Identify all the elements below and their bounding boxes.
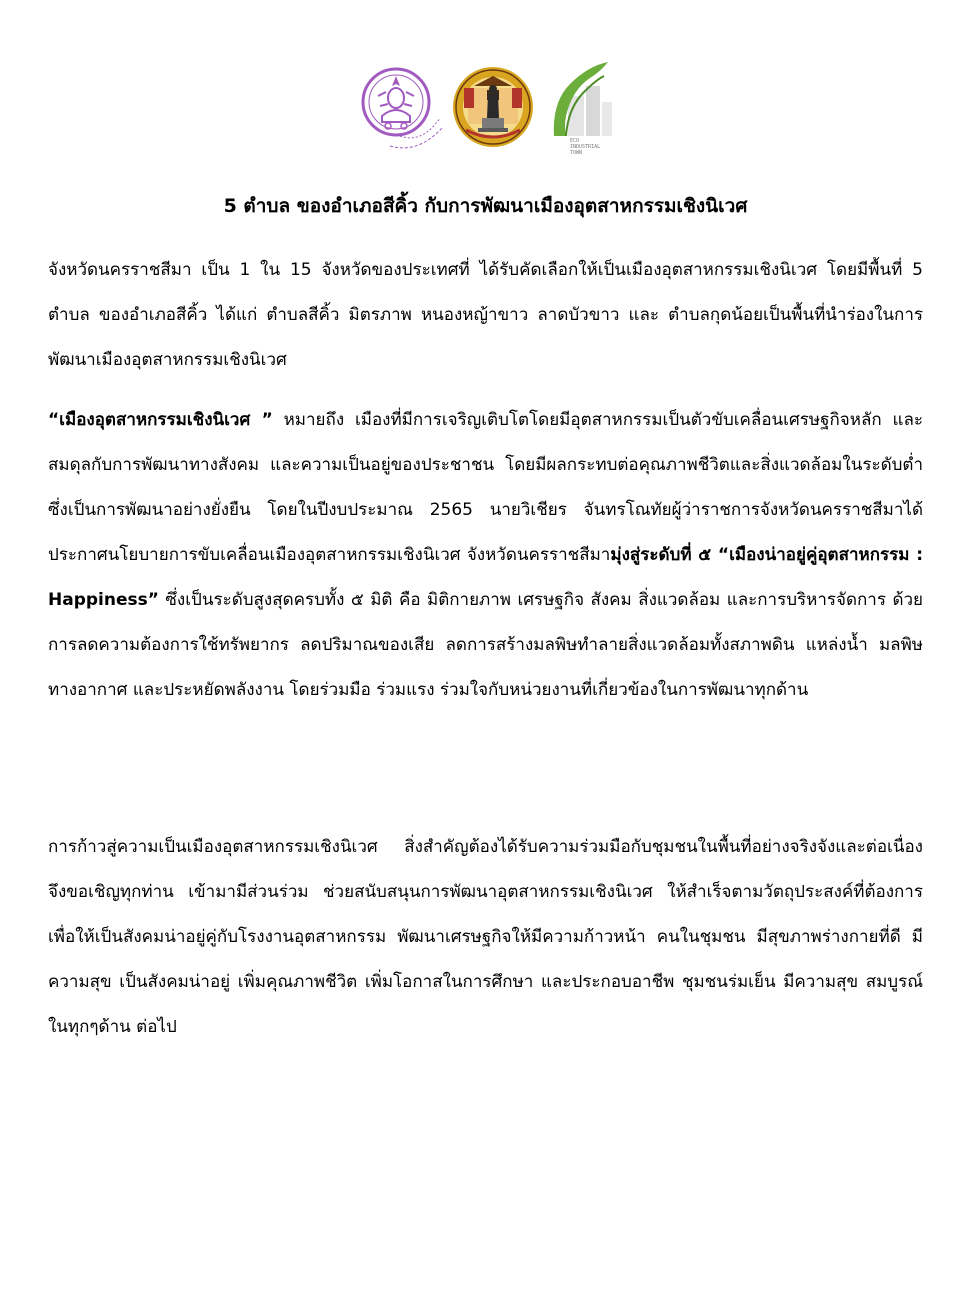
paragraph-intro: จังหวัดนครราชสีมา เป็น 1 ใน 15 จังหวัดของประเทศที่ ได้รับคัดเลือกให้เป็นเมืองอุตสาหกรรมเชิงนิเวศ โดยมีพื้นที่ 5 ตำบล ของอำเภอสีคิ้ว ได้แก่ ตำบลสีคิ้ว มิตรภาพ หนองหญ้าขาว ลาดบัวขาว และ ตำบลกุดน้อยเป็นพื้นที่นำร่องในการพัฒนาเมืองอุตสาหกรรมเชิงนิเวศ — [48, 260, 923, 370]
nakhon-ratchasima-seal — [452, 64, 534, 150]
eco-industrial-town-logo — [548, 58, 620, 154]
level-highlight: มุ่งสู่ระดับที่ ๕ “เมืองน่าอยู่คู่อุตสาหกรรม : Happiness” — [48, 545, 924, 610]
ministry-of-industry-logo — [360, 62, 444, 158]
paragraph-definition — [48, 398, 923, 713]
paragraph-call-to-action: การก้าวสู่ความเป็นเมืองอุตสาหกรรมเชิงนิเวศ สิ่งสำคัญต้องได้รับความร่วมมือกับชุมชนในพื้นที่อย่างจริงจังและต่อเนื่อง จึงขอเชิญทุกท่าน เข้ามามีส่วนร่วม ช่วยสนับสนุนการพัฒนาอุตสาหกรรมเชิงนิเวศ ให้สำเร็จตามวัตถุประสงค์ที่ต้องการ เพื่อให้เป็นสังคมน่าอยู่คู่กับโรงงานอุตสาหกรรม พัฒนาเศรษฐกิจให้มีความก้าวหน้า คนในชุมชน มีสุขภาพร่างกายที่ดี มีความสุข เป็นสังคมน่าอยู่ เพิ่มคุณภาพชีวิต เพิ่มโอกาสในการศึกษา และประกอบอาชีพ ชุมชนร่มเย็น มีความสุข สมบูรณ์ในทุกๆด้าน ต่อไป — [48, 837, 923, 1037]
page-title: 5 ตำบล ของอำเภอสีคิ้ว กับการพัฒนาเมืองอุตสาหกรรมเชิงนิเวศ — [223, 195, 748, 217]
svg-text:ECO: ECO — [570, 138, 580, 144]
term-heading: “เมืองอุตสาหกรรมเชิงนิเวศ ” — [48, 410, 273, 430]
definition-text: หมายถึง เมืองที่มีการเจริญเติบโตโดยมีอุตสาหกรรมเป็นตัวขับเคลื่อนเศรษฐกิจหลัก และสมดุลกับการพัฒนาทางสังคม และความเป็นอยู่ของประชาชน โดยมีผลกระทบต่อคุณภาพชีวิตและสิ่งแวดล้อมในระดับต่ำ ซึ่งเป็นการพัฒนาอย่างยั่งยืน โดยในปีงบประมาณ 2565 นายวิเชียร จันทรโณทัยผู้ว่าราชการจังหวัดนครราชสีมาได้ประกาศนโยบายการขับเคลื่อนเมืองอุตสาหกรรมเชิงนิเวศ จังหวัดนครราชสีมา — [48, 410, 923, 565]
svg-text:INDUSTRIAL: INDUSTRIAL — [570, 144, 601, 150]
dimensions-text: ซึ่งเป็นระดับสูงสุดครบทั้ง ๕ มิติ คือ มิติกายภาพ เศรษฐกิจ สังคม สิ่งแวดล้อม และการบริหารจัดการ ด้วยการลดความต้องการใช้ทรัพยากร ลดปริมาณของเสีย ลดการสร้างมลพิษทำลายสิ่งแวดล้อมทั้งสภาพดิน แหล่งน้ำ มลพิษทางอากาศ และประหยัดพลังงาน โดยร่วมมือ ร่วมแรง ร่วมใจกับหน่วยงานที่เกี่ยวข้องในการพัฒนาทุกด้าน — [48, 590, 923, 700]
logo-row — [360, 58, 622, 158]
svg-text:TOWN: TOWN — [570, 150, 583, 154]
